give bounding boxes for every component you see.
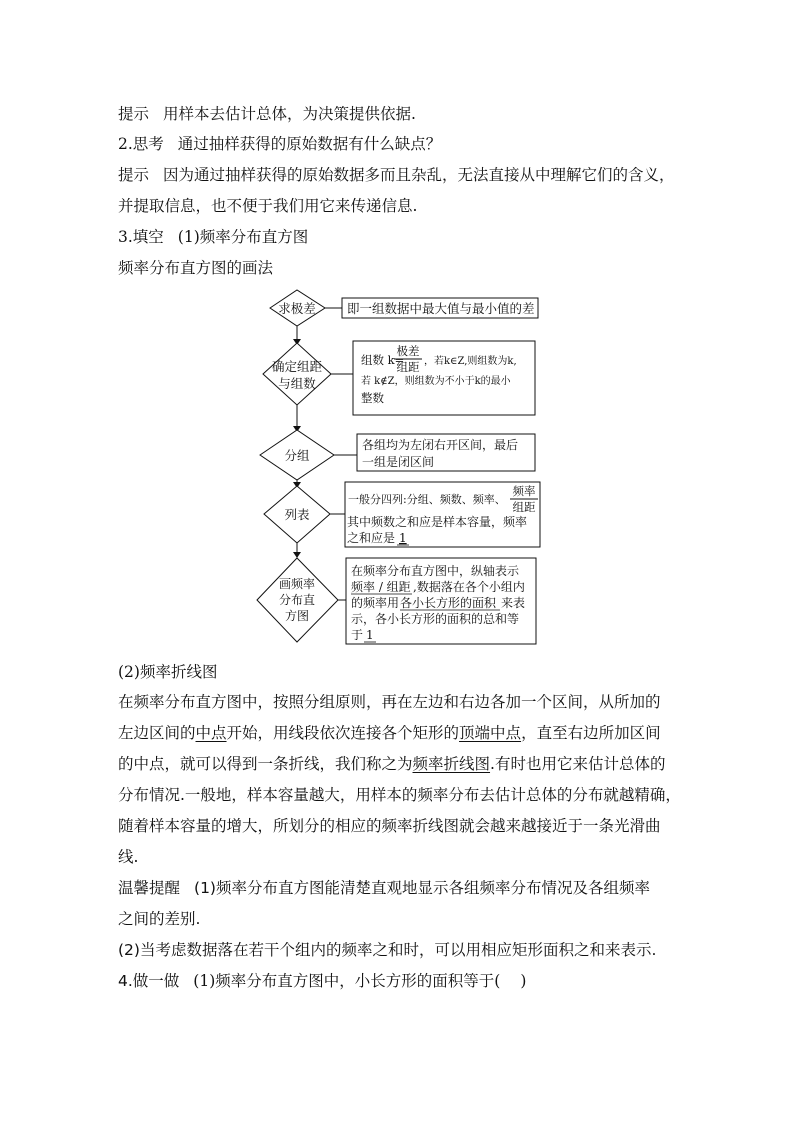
flow-step-table: [264, 482, 540, 547]
paragraph-line: 左边区间的中点开始，用线段依次连接各个矩形的顶端中点，直至右边所加区间: [118, 724, 661, 742]
hint-label: 提示: [118, 105, 150, 123]
answer-blank: 1: [366, 628, 374, 642]
subsection-title: (1)频率分布直方图: [177, 228, 309, 246]
step-desc: 若 k∉Z，则组数为不小于k的最小: [361, 376, 511, 387]
paragraph-line: 的中点，就可以得到一条折线，我们称之为频率折线图.有时也用它来估计总体的: [118, 755, 666, 773]
flow-step-grouping: [260, 430, 535, 480]
step-desc: 之和应是: [347, 531, 396, 545]
step-desc: 即一组数据中最大值与最小值的差: [347, 301, 535, 316]
hint-text: 用样本去估计总体，为决策提供依据.: [163, 105, 416, 123]
step-desc: 各组均为左闭右开区间，最后: [362, 438, 519, 452]
item-number: 2.思考: [118, 135, 164, 153]
answer-blank: 频率 / 组距: [351, 580, 411, 594]
exercise-text: (1)频率分布直方图中，小长方形的面积等于(: [193, 972, 501, 990]
step-desc: 其中频数之和应是样本容量，频率: [347, 515, 528, 529]
flow-step-groups: [263, 341, 535, 415]
fraction-numerator: 极差: [396, 344, 420, 358]
paragraph-line: 分布情况.一般地，样本容量越大，用样本的频率分布去估计总体的分布就越精确，: [118, 786, 681, 804]
step-desc: 一组是闭区间: [362, 455, 435, 469]
flow-step-range: [270, 290, 538, 326]
step-desc: 示，各小长方形的面积的总和等: [351, 612, 520, 626]
tip-text: (2)当考虑数据落在若干个组内的频率之和时，可以用相应矩形面积之和来表示.: [118, 941, 657, 959]
step-label: 方图: [284, 609, 310, 623]
step-label: 确定组距: [271, 359, 323, 374]
item-number: 3.填空: [118, 228, 164, 246]
tip-label: 温馨提醒: [118, 879, 181, 897]
answer-blank: 频率折线图: [412, 755, 491, 773]
tip-line: [118, 878, 650, 898]
flowchart-caption: 频率分布直方图的画法: [118, 259, 274, 277]
tip-line: [118, 909, 200, 929]
tip-text: 之间的差别.: [118, 910, 201, 928]
question-text: 通过抽样获得的原始数据有什么缺点？: [177, 135, 442, 153]
subsection-title: (2)频率折线图: [118, 663, 218, 681]
paragraph-line: 在频率分布直方图中，按照分组原则，再在左边和右边各加一个区间，从所加的: [118, 693, 661, 711]
flow-step-draw-histogram: [257, 558, 536, 644]
step-desc: 来表: [501, 596, 526, 610]
step-label: 分布直: [278, 593, 316, 607]
item-number: 4.做一做: [118, 972, 180, 990]
paragraph-line: 随着样本容量的增大，所划分的相应的频率折线图就会越来越接近于一条光滑曲: [118, 817, 661, 835]
step-label: 画频率: [278, 577, 316, 591]
exercise-line: [118, 971, 526, 991]
paragraph-line: 线.: [118, 848, 139, 866]
decision-shape: [263, 343, 331, 405]
fraction-numerator: 频率: [512, 484, 536, 498]
step-desc: 在频率分布直方图中，纵轴表示: [351, 564, 520, 578]
step-desc: 一般分四列:分组、频数、频率、: [348, 493, 506, 506]
step-desc: ,数据落在各个小组内: [413, 580, 525, 594]
step-label: 列表: [284, 507, 310, 522]
hint-text: 因为通过抽样获得的原始数据多而且杂乱，无法直接从中理解它们的含义，: [163, 166, 675, 184]
answer-blank: 顶端中点: [459, 724, 522, 742]
step-desc: 的频率用: [351, 596, 400, 610]
step-label: 与组数: [278, 376, 316, 391]
tip-text: (1)频率分布直方图能清楚直观地显示各组频率分布情况及各组频率: [194, 879, 650, 897]
fraction-denominator: 组距: [396, 360, 420, 374]
answer-blank: 1: [399, 531, 407, 545]
fraction-denominator: 组距: [512, 500, 536, 514]
step-desc: ，若k∈Z,则组数为k,: [424, 356, 517, 367]
step-label: 分组: [284, 448, 310, 463]
step-desc: 于: [351, 628, 364, 642]
answer-blank: 各小长方形的面积: [400, 596, 497, 610]
answer-blank: 中点: [195, 724, 227, 742]
step-label: 求极差: [278, 301, 316, 316]
hint-label: 提示: [118, 166, 150, 184]
step-desc: 整数: [361, 391, 384, 405]
exercise-close: ): [520, 972, 527, 990]
hint-text-cont: 并提取信息，也不便于我们用它来传递信息.: [118, 197, 418, 215]
tip-line: [118, 940, 656, 960]
step-desc: 组数 k=: [361, 353, 405, 367]
